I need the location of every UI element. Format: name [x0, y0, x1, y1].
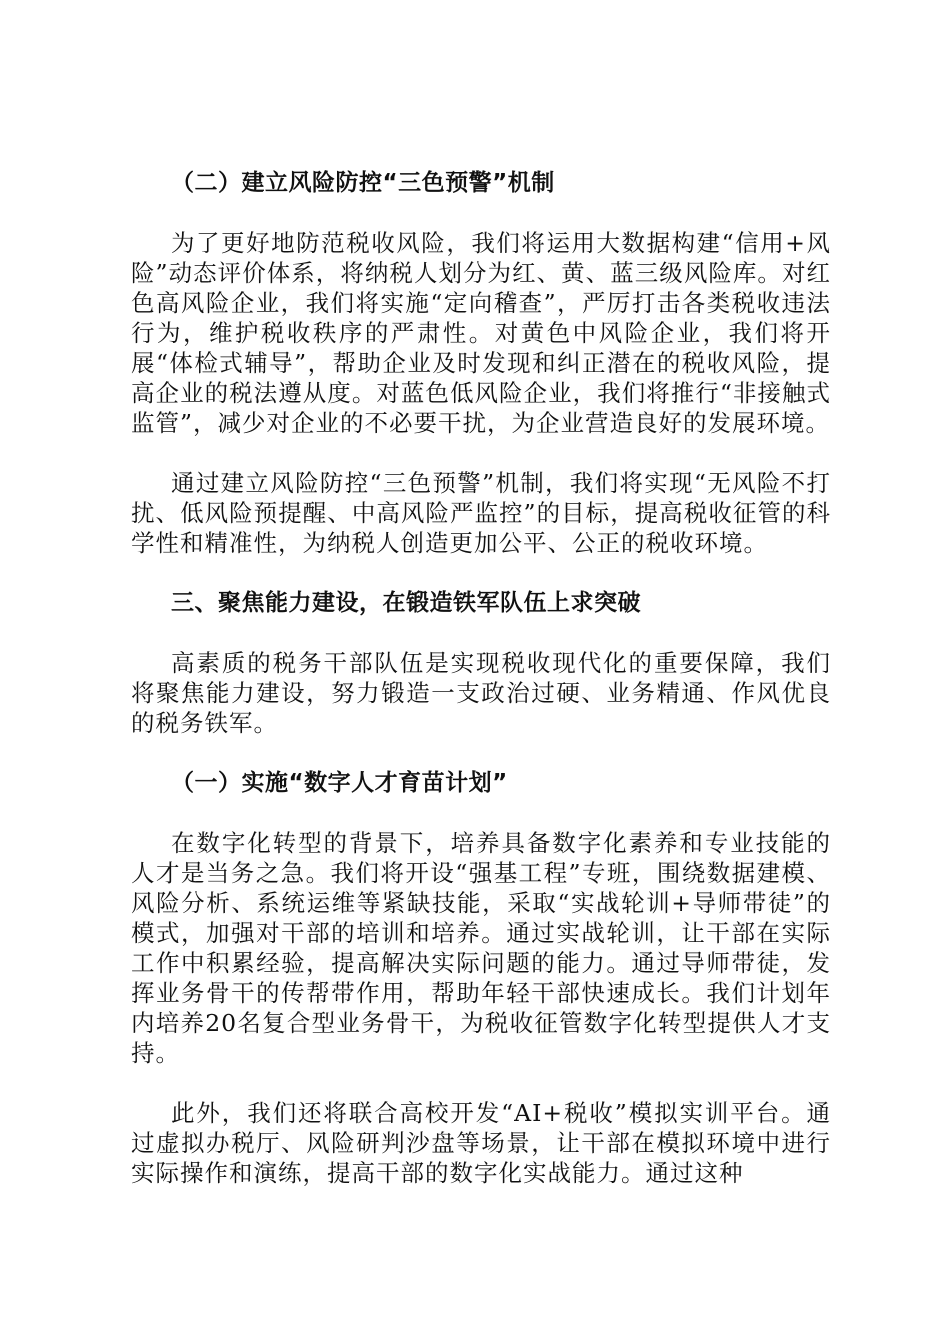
spacer	[131, 618, 831, 648]
paragraph-risk-classification: 为了更好地防范税收风险，我们将运用大数据构建“信用+风险”动态评价体系，将纳税人划分为红、黄、蓝三级风险库。对红色高风险企业，我们将实施“定向稽查”，严厉打击各类税收违法行为，维护税收秩序的严肃性。对黄色中风险企业，我们将开展“体检式辅导”，帮助企业及时发现和纠正潜在的税收风险，提高企业的税法遵从度。对蓝色低风险企业，我们将推行“非接触式监管”，减少对企业的不必要干扰，为企业营造良好的发展环境。	[131, 229, 831, 437]
spacer	[131, 1068, 831, 1098]
paragraph-risk-goal: 通过建立风险防控“三色预警”机制，我们将实现“无风险不打扰、低风险预提醒、中高风险严监控”的目标，提高税收征管的科学性和精准性，为纳税人创造更加公平、公正的税收环境。	[131, 469, 831, 557]
document-body	[131, 168, 831, 1188]
section-heading-capability-building: 三、聚焦能力建设，在锻造铁军队伍上求突破	[171, 590, 641, 616]
spacer	[131, 798, 831, 828]
spacer	[131, 738, 831, 768]
paragraph-talent-training: 在数字化转型的背景下，培养具备数字化素养和专业技能的人才是当务之急。我们将开设“强基工程”专班，围绕数据建模、风险分析、系统运维等紧缺技能，采取“实战轮训+导师带徒”的模式，加强对干部的培训和培养。通过实战轮训，让干部在实际工作中积累经验，提高解决实际问题的能力。通过导师带徒，发挥业务骨干的传帮带作用，帮助年轻干部快速成长。我们计划年内培养20名复合型业务骨干，为税收征管数字化转型提供人才支持。	[131, 829, 831, 1067]
spacer	[131, 438, 831, 468]
section-heading-digital-talent: （一）实施“数字人才育苗计划”	[171, 770, 508, 796]
spacer	[131, 558, 831, 588]
section-heading-three-color-warning: （二）建立风险防控“三色预警”机制	[171, 170, 555, 196]
spacer	[131, 198, 831, 228]
paragraph-team-quality: 高素质的税务干部队伍是实现税收现代化的重要保障，我们将聚焦能力建设，努力锻造一支政治过硬、业务精通、作风优良的税务铁军。	[131, 649, 831, 737]
paragraph-ai-platform: 此外，我们还将联合高校开发“AI+税收”模拟实训平台。通过虚拟办税厅、风险研判沙盘等场景，让干部在模拟环境中进行实际操作和演练，提高干部的数字化实战能力。通过这种	[131, 1099, 831, 1187]
